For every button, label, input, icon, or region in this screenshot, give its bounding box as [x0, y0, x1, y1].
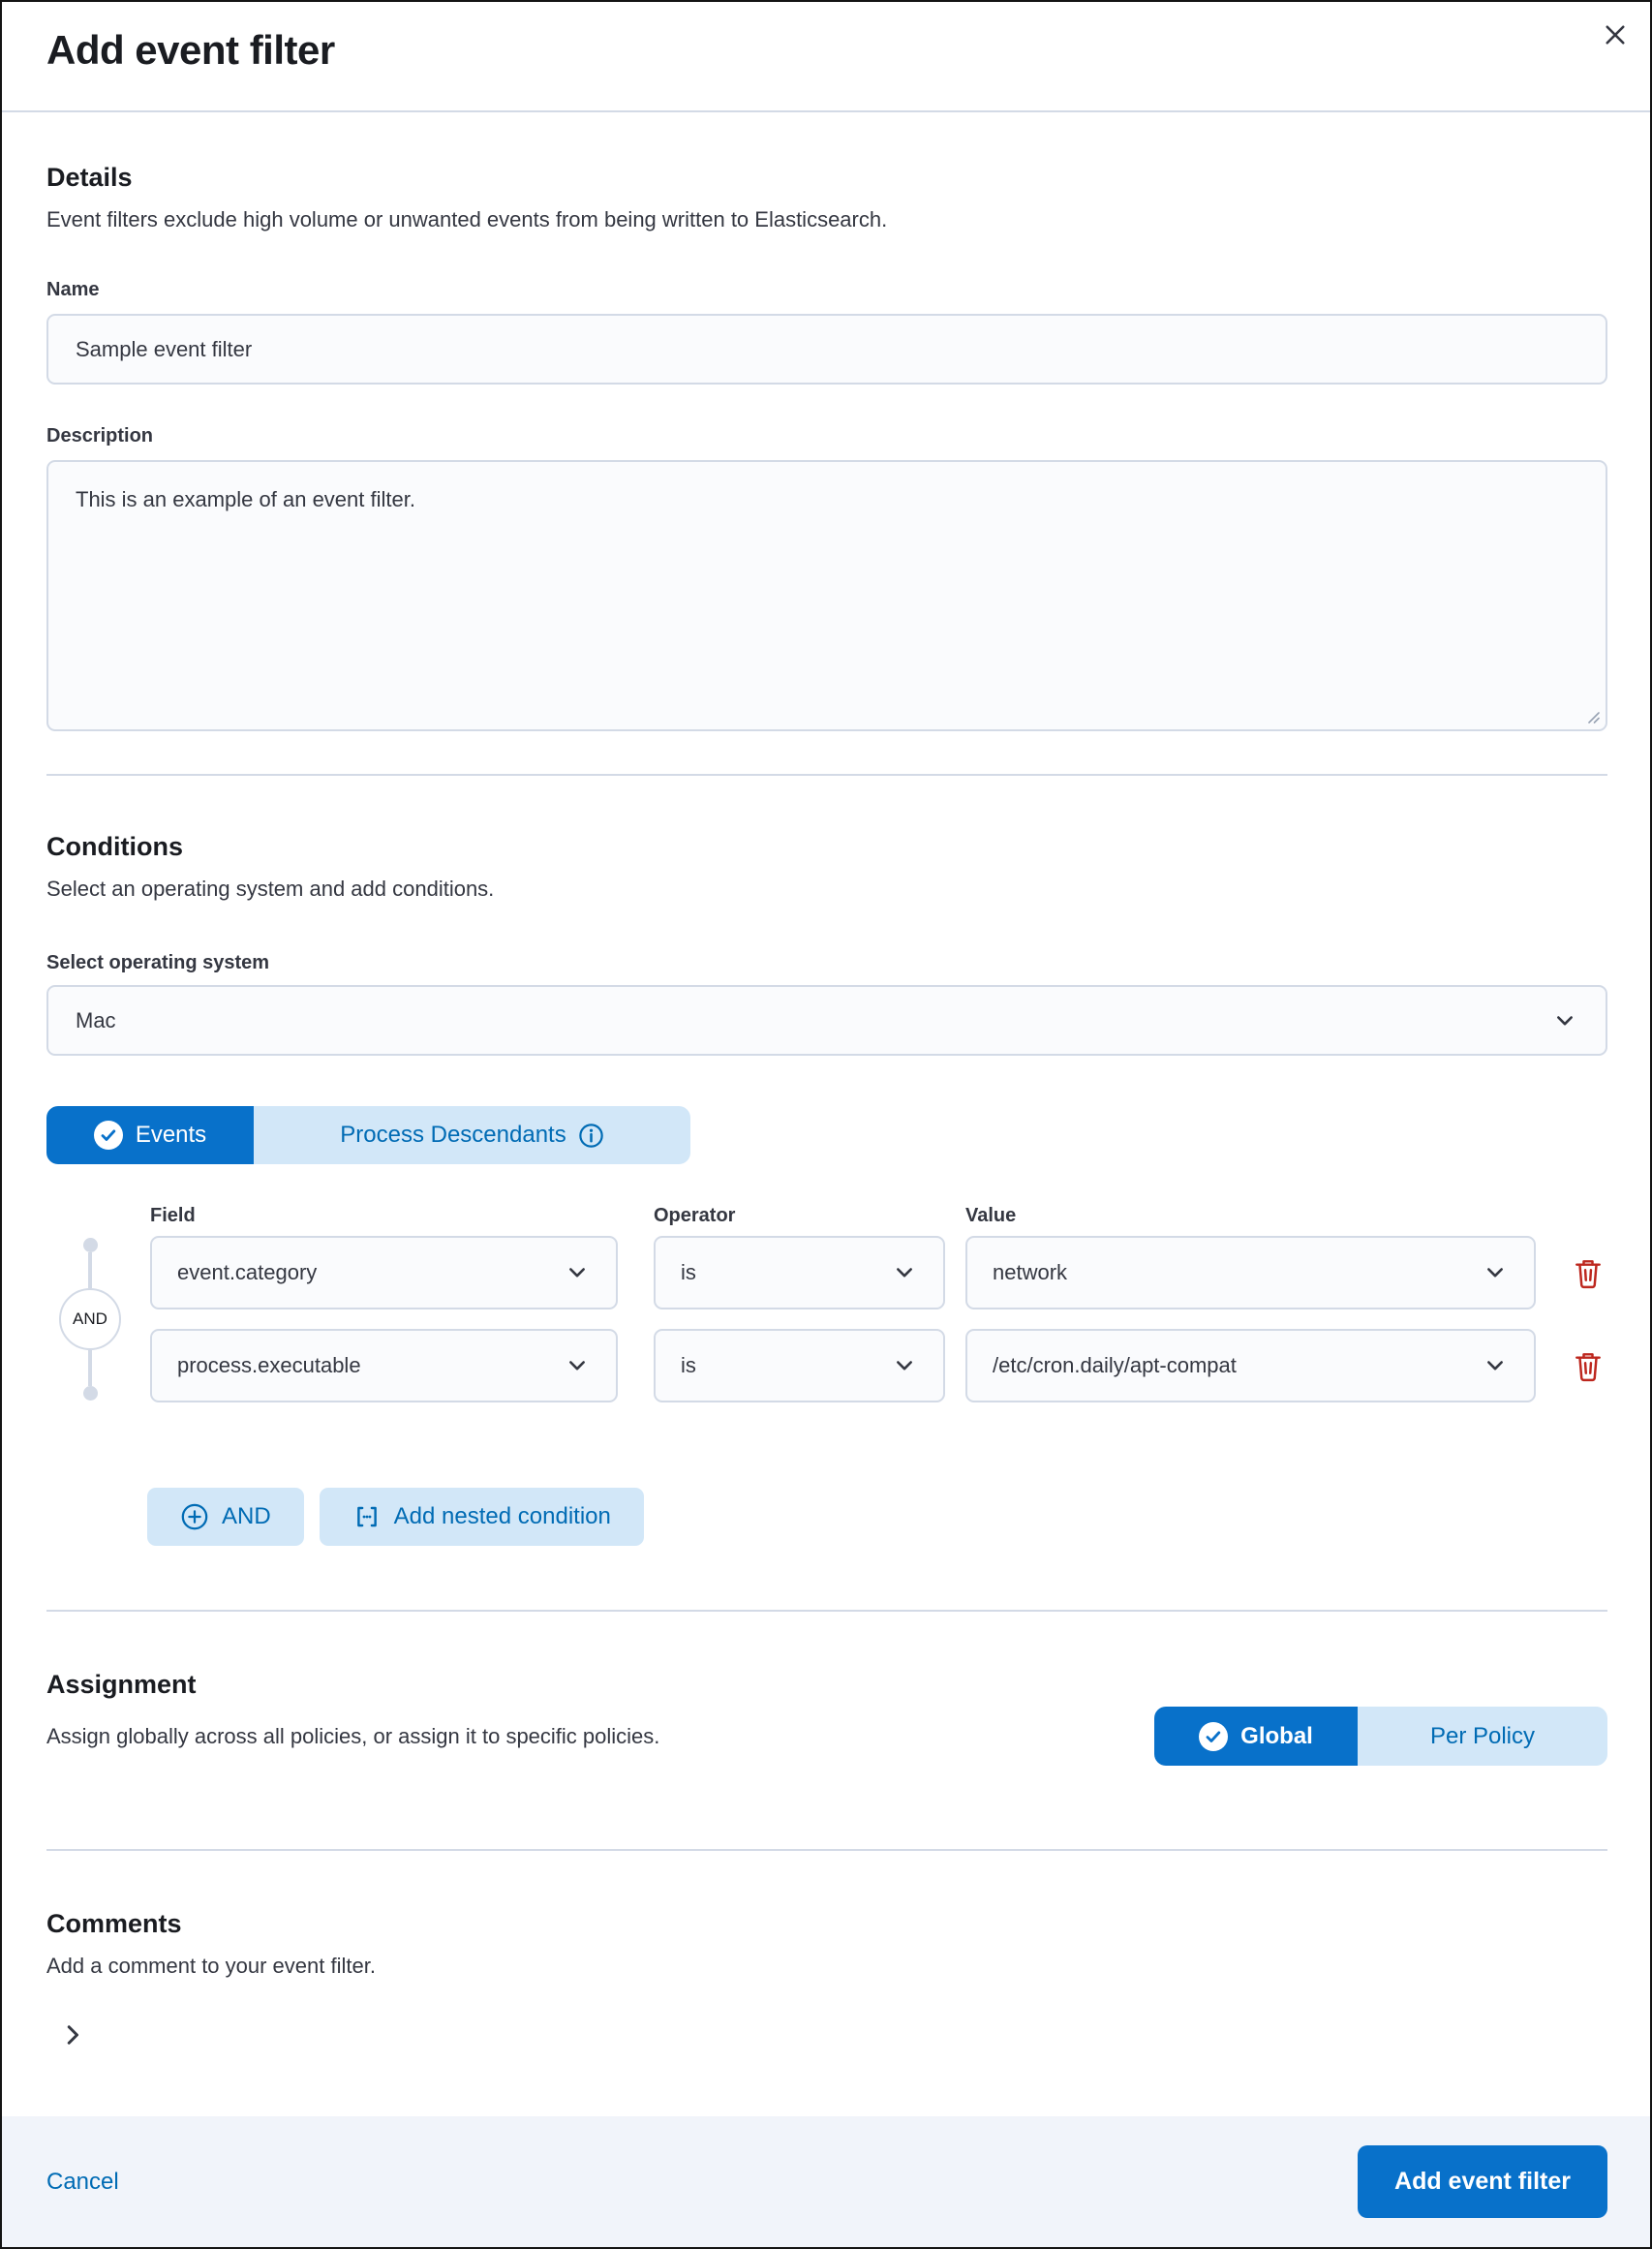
value-column-label: Value: [965, 1205, 1017, 1226]
chevron-down-icon: [891, 1259, 918, 1286]
chevron-right-icon: [58, 2020, 87, 2049]
assignment-toggle-group: [1154, 1707, 1607, 1766]
modal-footer: [2, 2116, 1650, 2247]
chevron-down-icon: [1482, 1259, 1509, 1286]
description-textarea-wrap: [46, 460, 1607, 731]
field-select[interactable]: [150, 1329, 618, 1402]
add-and-label: AND: [222, 1503, 271, 1529]
tab-events-label: Events: [135, 1122, 207, 1148]
connector-line: [88, 1252, 92, 1288]
description-label: Description: [46, 425, 154, 447]
tab-process-descendants-label: Process Descendants: [340, 1122, 566, 1148]
operator-column-label: Operator: [654, 1205, 736, 1226]
comments-accordion-toggle[interactable]: [46, 2016, 89, 2054]
toggle-per-policy[interactable]: [1358, 1707, 1607, 1766]
toggle-per-policy-label: Per Policy: [1429, 1722, 1536, 1749]
connector-dot: [83, 1386, 98, 1401]
section-divider: [46, 1610, 1607, 1612]
description-textarea[interactable]: [46, 460, 1607, 731]
details-subtitle: Event filters exclude high volume or unwanted events from being written to Elasticsearch.: [46, 207, 888, 231]
condition-rows: [150, 1236, 1607, 1402]
modal-title: Add event filter: [46, 27, 335, 73]
tab-process-descendants[interactable]: [254, 1106, 690, 1164]
operator-select[interactable]: [654, 1236, 945, 1309]
and-connector: [46, 1236, 134, 1402]
os-select[interactable]: [46, 985, 1607, 1056]
assignment-row: [46, 1707, 1607, 1766]
close-button[interactable]: [1594, 14, 1637, 56]
field-select-value: event.category: [177, 1260, 318, 1284]
condition-action-buttons: [46, 1488, 1607, 1546]
operator-select-value: is: [681, 1260, 696, 1284]
condition-row: [150, 1236, 1607, 1309]
comments-subtitle: Add a comment to your event filter.: [46, 1954, 376, 1978]
resize-handle-icon[interactable]: [1585, 709, 1601, 724]
check-circle-icon: [94, 1121, 123, 1150]
chevron-down-icon: [564, 1259, 591, 1286]
cancel-button[interactable]: Cancel: [46, 2168, 119, 2195]
chevron-down-icon: [1482, 1352, 1509, 1379]
add-event-filter-button[interactable]: Add event filter: [1358, 2145, 1607, 2218]
check-circle-icon: [1199, 1722, 1228, 1751]
close-icon: [1601, 20, 1630, 49]
add-nested-label: Add nested condition: [393, 1503, 611, 1529]
modal-body: [2, 112, 1650, 2116]
field-select-value: process.executable: [177, 1353, 361, 1377]
condition-column-labels: [46, 1203, 1607, 1228]
name-input[interactable]: [46, 314, 1607, 385]
chevron-down-icon: [564, 1352, 591, 1379]
trash-icon: [1571, 1255, 1606, 1290]
operator-select-value: is: [681, 1353, 696, 1377]
delete-condition-button[interactable]: [1569, 1251, 1607, 1294]
os-select-label: Select operating system: [46, 952, 270, 973]
and-connector-badge: AND: [59, 1288, 121, 1350]
section-divider: [46, 1849, 1607, 1851]
field-column-label: Field: [150, 1205, 196, 1226]
operator-select[interactable]: [654, 1329, 945, 1402]
condition-rows-container: [46, 1236, 1607, 1402]
field-select[interactable]: [150, 1236, 618, 1309]
connector-dot: [83, 1238, 98, 1252]
chevron-down-icon: [891, 1352, 918, 1379]
assignment-heading: Assignment: [46, 1670, 197, 1699]
modal-header: [2, 2, 1650, 112]
toggle-global-label: Global: [1240, 1722, 1313, 1749]
conditions-subtitle: Select an operating system and add conditions.: [46, 877, 495, 901]
value-select[interactable]: [965, 1329, 1536, 1402]
tab-events[interactable]: [46, 1106, 254, 1164]
add-and-condition-button[interactable]: [147, 1488, 304, 1546]
add-nested-condition-button[interactable]: [320, 1488, 644, 1546]
conditions-heading: Conditions: [46, 832, 183, 861]
value-select[interactable]: [965, 1236, 1536, 1309]
connector-line: [88, 1350, 92, 1386]
value-select-value: network: [993, 1260, 1068, 1284]
trash-icon: [1571, 1348, 1606, 1383]
toggle-global[interactable]: [1154, 1707, 1358, 1766]
value-select-value: /etc/cron.daily/apt-compat: [993, 1353, 1237, 1377]
os-select-value: Mac: [76, 1007, 116, 1032]
plus-circle-icon: [180, 1502, 209, 1531]
info-icon: [578, 1123, 604, 1149]
condition-type-tabs: [46, 1106, 690, 1164]
chevron-down-icon: [1551, 1007, 1578, 1034]
comments-heading: Comments: [46, 1909, 182, 1938]
assignment-subtitle: Assign globally across all policies, or assign it to specific policies.: [46, 1723, 660, 1748]
delete-condition-button[interactable]: [1569, 1344, 1607, 1387]
section-divider: [46, 774, 1607, 776]
nested-icon: [352, 1502, 382, 1531]
name-label: Name: [46, 279, 100, 300]
condition-row: [150, 1329, 1607, 1402]
details-heading: Details: [46, 163, 133, 192]
